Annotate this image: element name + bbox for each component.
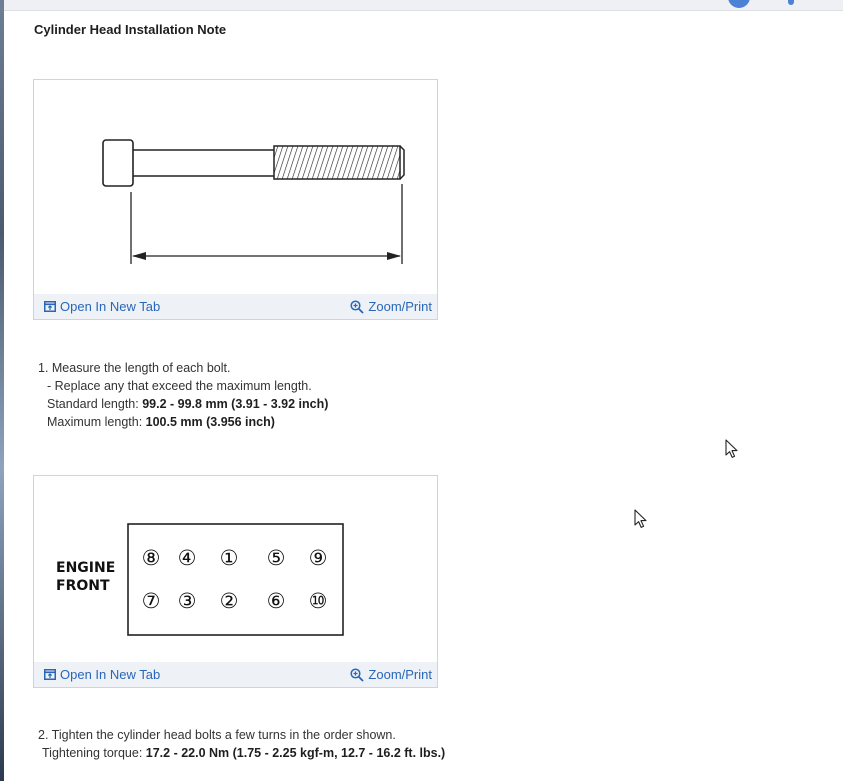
bolt-number: ① <box>219 546 239 570</box>
bolt-number: ③ <box>177 589 197 613</box>
bolt-number: ⑧ <box>141 546 161 570</box>
zoom-print-link[interactable] <box>350 667 432 682</box>
bolt-number: ⑦ <box>141 589 161 613</box>
page-title: Cylinder Head Installation Note <box>34 22 227 37</box>
tightening-torque-line <box>38 744 445 762</box>
maximum-length-line <box>38 413 328 431</box>
standard-length-value: 99.2 - 99.8 mm (3.91 - 3.92 inch) <box>142 397 329 411</box>
figure-bolt-sequence <box>33 475 438 688</box>
step-2-instructions <box>38 726 445 762</box>
step-1-instructions <box>38 359 328 431</box>
step-1-line: 1. Measure the length of each bolt. <box>38 361 231 375</box>
open-in-new-tab-link[interactable] <box>44 299 160 314</box>
standard-length-label: Standard length: <box>47 397 143 411</box>
mouse-pointer-icon <box>725 439 739 459</box>
step-2-line: 2. Tighten the cylinder head bolts a few turns in the order shown. <box>38 728 396 742</box>
front-label: FRONT <box>56 578 110 594</box>
maximum-length-label: Maximum length: <box>47 415 146 429</box>
engine-label: ENGINE <box>56 560 116 576</box>
figure-toolbar <box>34 662 437 687</box>
bolt-number: ② <box>219 589 239 613</box>
step-1-sub-line: - Replace any that exceed the maximum length. <box>47 379 312 393</box>
open-in-new-tab-link[interactable] <box>44 667 160 682</box>
bolt-number: ④ <box>177 546 197 570</box>
zoom-print-label: Zoom/Print <box>368 667 432 682</box>
figure-toolbar <box>34 294 437 319</box>
bolt-length-diagram <box>34 80 439 295</box>
toolbar-circle-icon[interactable] <box>728 0 750 8</box>
zoom-print-link[interactable] <box>350 299 432 314</box>
bolt-sequence-diagram <box>34 476 439 664</box>
open-in-new-tab-icon <box>44 669 56 680</box>
zoom-in-icon <box>350 300 364 314</box>
tightening-torque-label: Tightening torque: <box>42 746 146 760</box>
figure-bolt-length <box>33 79 438 320</box>
toolbar-dot-icon[interactable] <box>788 0 794 5</box>
open-in-new-tab-label: Open In New Tab <box>60 299 161 314</box>
zoom-in-icon <box>350 668 364 682</box>
mouse-pointer-icon <box>634 509 648 529</box>
bolt-number: ⑨ <box>308 546 328 570</box>
bolt-number: ⑥ <box>266 589 286 613</box>
open-in-new-tab-icon <box>44 301 56 312</box>
standard-length-line <box>38 395 328 413</box>
bolt-number: ⑩ <box>308 589 328 613</box>
window-left-edge <box>0 0 4 781</box>
tightening-torque-value: 17.2 - 22.0 Nm (1.75 - 2.25 kgf-m, 12.7 - 16.2 ft. lbs.) <box>145 746 446 760</box>
open-in-new-tab-label: Open In New Tab <box>60 667 161 682</box>
maximum-length-value: 100.5 mm (3.956 inch) <box>145 415 275 429</box>
top-toolbar-strip <box>0 0 843 11</box>
bolt-number: ⑤ <box>266 546 286 570</box>
zoom-print-label: Zoom/Print <box>368 299 432 314</box>
